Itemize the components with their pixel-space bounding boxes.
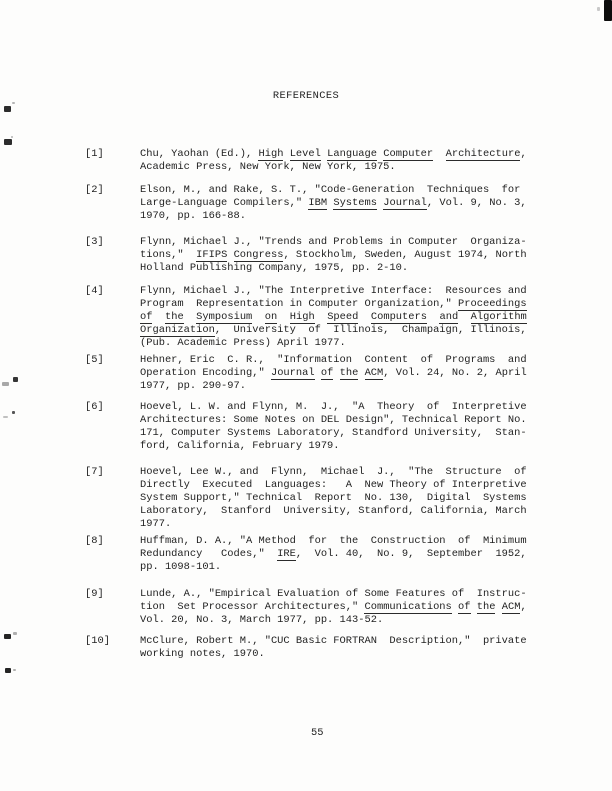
scan-mark bbox=[4, 106, 11, 112]
reference-line: Operation Encoding," Journal of the ACM, Vol. 24, No. 2, April bbox=[140, 367, 527, 379]
underlined-text: Congress bbox=[233, 249, 284, 261]
underlined-text: Language bbox=[327, 148, 378, 160]
underlined-text: on bbox=[264, 311, 278, 323]
reference-number: [8] bbox=[85, 535, 104, 547]
underlined-text: Level bbox=[289, 148, 321, 160]
reference-entry bbox=[85, 354, 527, 393]
underlined-text: Computer bbox=[383, 148, 434, 160]
scan-mark bbox=[597, 7, 600, 11]
underlined-text: the bbox=[339, 367, 359, 379]
reference-line: Large-Language Compilers," IBM Systems Journal, Vol. 9, No. 3, bbox=[140, 197, 527, 209]
scan-mark bbox=[4, 634, 11, 639]
underlined-text: ACM bbox=[501, 601, 521, 613]
scan-mark bbox=[3, 416, 8, 418]
reference-line: System Support," Technical Report No. 130, Digital Systems bbox=[140, 492, 527, 504]
underlined-text: Organization bbox=[140, 324, 215, 336]
scan-corner-mark bbox=[604, 0, 612, 21]
reference-line: Flynn, Michael J., "Trends and Problems in Computer Organiza- bbox=[140, 236, 527, 248]
reference-number: [1] bbox=[85, 148, 104, 160]
reference-line: tions," IFIPS Congress, Stockholm, Sweden, August 1974, North bbox=[140, 249, 527, 261]
underlined-text: Architecture bbox=[445, 148, 521, 160]
underlined-text: and bbox=[439, 311, 459, 323]
reference-line: Program Representation in Computer Organization," Proceedings bbox=[140, 298, 527, 310]
underlined-text: of bbox=[320, 367, 334, 379]
underlined-text: Journal bbox=[270, 367, 315, 379]
reference-line: Academic Press, New York, New York, 1975. bbox=[140, 161, 396, 173]
reference-line: pp. 1098-101. bbox=[140, 561, 222, 573]
reference-body bbox=[140, 236, 527, 275]
underlined-text: Speed bbox=[327, 311, 359, 323]
scan-mark bbox=[4, 139, 12, 145]
underlined-text: High bbox=[258, 148, 284, 160]
page-title: REFERENCES bbox=[272, 90, 340, 102]
underlined-text: IFIPS bbox=[196, 249, 228, 261]
reference-number: [7] bbox=[85, 466, 104, 478]
reference-body bbox=[140, 401, 527, 453]
reference-line: Elson, M., and Rake, S. T., "Code-Generation Techniques for bbox=[140, 184, 521, 196]
reference-line: 1970, pp. 166-88. bbox=[140, 210, 247, 222]
scan-mark bbox=[2, 382, 9, 386]
reference-line: Holland Publishing Company, 1975, pp. 2-10. bbox=[140, 262, 409, 274]
reference-number: [4] bbox=[85, 285, 104, 297]
reference-line: Hoevel, L. W. and Flynn, M. J., "A Theory of Interpretive bbox=[140, 401, 527, 413]
reference-line: working notes, 1970. bbox=[140, 648, 265, 660]
scan-mark bbox=[13, 377, 18, 382]
reference-entry bbox=[85, 236, 527, 275]
reference-body bbox=[140, 354, 527, 393]
scan-mark bbox=[12, 411, 15, 414]
reference-line: Chu, Yaohan (Ed.), High Level Language Computer Architecture, bbox=[140, 148, 527, 160]
reference-entry bbox=[85, 148, 527, 174]
reference-line: 1977. bbox=[140, 518, 172, 530]
scan-mark bbox=[12, 102, 15, 104]
underlined-text: Symposium bbox=[196, 311, 253, 323]
reference-line: tion Set Processor Architectures," Communications of the ACM, bbox=[140, 601, 527, 613]
scan-mark bbox=[13, 632, 17, 635]
reference-line: Flynn, Michael J., "The Interpretive Interface: Resources and bbox=[140, 285, 527, 297]
reference-line: Hoevel, Lee W., and Flynn, Michael J., "The Structure of bbox=[140, 466, 527, 478]
scan-mark bbox=[13, 669, 16, 671]
underlined-text: of bbox=[140, 311, 153, 323]
reference-body bbox=[140, 285, 527, 350]
reference-body bbox=[140, 535, 527, 574]
underlined-text: of bbox=[458, 601, 471, 613]
reference-number: [9] bbox=[85, 588, 104, 600]
reference-line bbox=[140, 311, 527, 324]
reference-line: McClure, Robert M., "CUC Basic FORTRAN Description," private bbox=[140, 635, 527, 647]
reference-entry bbox=[85, 635, 527, 661]
reference-number: [2] bbox=[85, 184, 104, 196]
reference-number: [5] bbox=[85, 354, 104, 366]
reference-line: 171, Computer Systems Laboratory, Standford University, Stan- bbox=[140, 427, 527, 439]
underlined-text: Computers bbox=[370, 311, 427, 323]
underlined-text: High bbox=[289, 311, 315, 323]
reference-entry bbox=[85, 401, 527, 453]
reference-body bbox=[140, 588, 527, 627]
reference-line: Laboratory, Stanford University, Stanford, California, March bbox=[140, 505, 527, 517]
underlined-text: Algorithm bbox=[470, 311, 527, 323]
reference-line: Redundancy Codes," IRE, Vol. 40, No. 9, September 1952, bbox=[140, 548, 527, 560]
reference-entry bbox=[85, 184, 527, 223]
reference-line: 1977, pp. 290-97. bbox=[140, 380, 247, 392]
underlined-text: Journal bbox=[383, 197, 427, 209]
reference-line: Directly Executed Languages: A New Theory of Interpretive bbox=[140, 479, 527, 491]
underlined-text: the bbox=[164, 311, 184, 323]
reference-line: Vol. 20, No. 3, March 1977, pp. 143-52. bbox=[140, 614, 384, 626]
reference-body bbox=[140, 635, 527, 661]
underlined-text: Proceedings bbox=[458, 298, 527, 310]
reference-number: [10] bbox=[85, 635, 110, 647]
reference-line: Architectures: Some Notes on DEL Design", Technical Report No. bbox=[140, 414, 527, 426]
reference-entry bbox=[85, 285, 527, 350]
reference-body bbox=[140, 466, 527, 531]
underlined-text: ACM bbox=[364, 367, 384, 379]
reference-entry bbox=[85, 588, 527, 627]
scan-mark bbox=[5, 668, 11, 673]
underlined-text: IBM bbox=[308, 197, 328, 209]
underlined-text: IRE bbox=[277, 548, 296, 560]
scan-mark bbox=[11, 136, 13, 138]
reference-entry bbox=[85, 466, 527, 531]
reference-number: [3] bbox=[85, 236, 104, 248]
reference-body bbox=[140, 184, 527, 223]
reference-line: Hehner, Eric C. R., "Information Content of Programs and bbox=[140, 354, 527, 366]
reference-line: Lunde, A., "Empirical Evaluation of Some Features of Instruc- bbox=[140, 588, 527, 600]
reference-number: [6] bbox=[85, 401, 104, 413]
reference-entry bbox=[85, 535, 527, 574]
reference-line: (Pub. Academic Press) April 1977. bbox=[140, 337, 346, 349]
underlined-text: Systems bbox=[333, 197, 377, 209]
reference-line: ford, California, February 1979. bbox=[140, 440, 340, 452]
underlined-text: Communications bbox=[364, 601, 452, 613]
underlined-text: the bbox=[476, 601, 496, 613]
reference-line: Huffman, D. A., "A Method for the Construction of Minimum bbox=[140, 535, 527, 547]
reference-body bbox=[140, 148, 527, 174]
page-number: 55 bbox=[311, 727, 324, 739]
reference-line: Organization, University of Illinois, Champaign, Illinois, bbox=[140, 324, 527, 336]
